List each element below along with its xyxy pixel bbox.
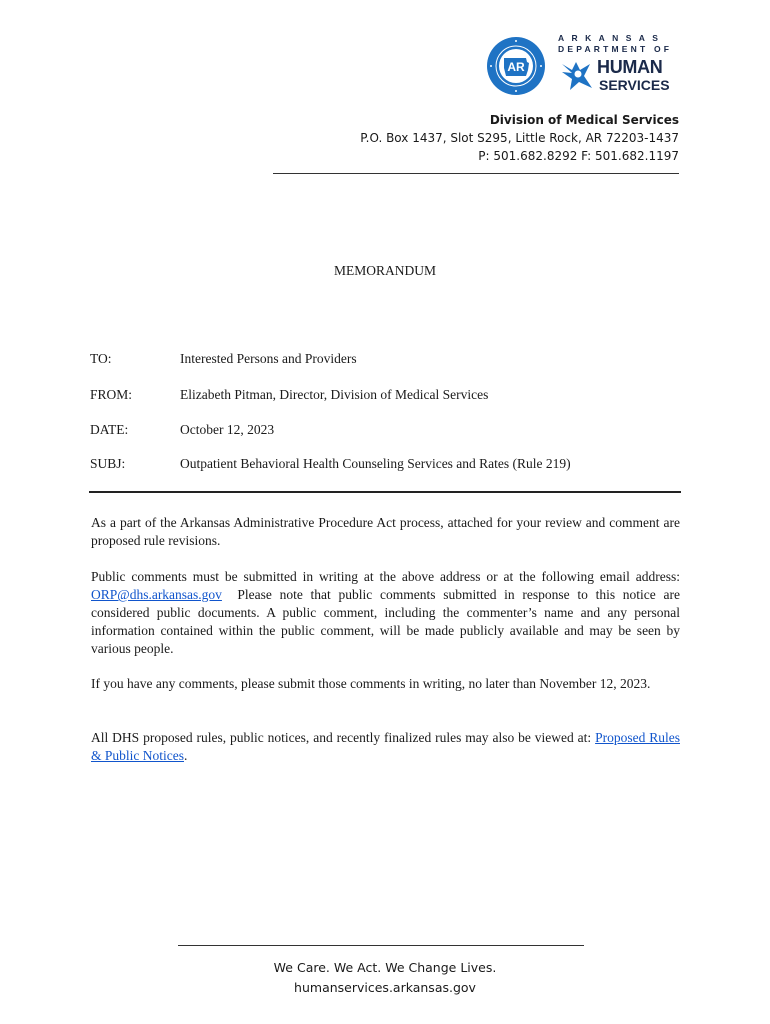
footer-tagline: We Care. We Act. We Change Lives.: [273, 960, 497, 975]
dhs-seal-logo: [486, 36, 546, 96]
body-paragraph-4: [91, 729, 680, 765]
para4-text-start: All DHS proposed rules, public notices, and recently finalized rules may also be viewed at:: [91, 730, 596, 745]
memo-divider: [89, 491, 681, 493]
proposed-rules-link[interactable]: Proposed Rules & Public Notices: [91, 730, 680, 763]
email-link[interactable]: ORP@dhs.arkansas.gov: [91, 587, 222, 602]
to-value: Interested Persons and Providers: [180, 351, 357, 366]
division-address: P.O. Box 1437, Slot S295, Little Rock, AR 72203-1437: [360, 131, 679, 145]
footer-divider: [178, 945, 584, 946]
para2-text-end: Please note that public comments submitted in response to this notice are considered public documents. A public comment, including the commenter’s name and any personal information contained within the public comment, will be made publicly available and may be seen by various people.: [91, 587, 684, 656]
seal-text: AR: [507, 60, 525, 74]
para2-text-start: Public comments must be submitted in writing at the above address or at the following email address:: [91, 569, 680, 584]
logo-line-arkansas: ARKANSAS: [558, 33, 666, 43]
from-label: FROM:: [90, 387, 133, 402]
from-value: Elizabeth Pitman, Director, Division of Medical Services: [180, 387, 489, 402]
body-paragraph-3: If you have any comments, please submit those comments in writing, no later than November 12, 2023.: [91, 676, 651, 691]
logo-line-human: HUMAN: [597, 57, 663, 77]
logo-line-services: SERVICES: [599, 77, 670, 93]
footer-website: humanservices.arkansas.gov: [294, 980, 476, 995]
to-label: TO:: [90, 351, 112, 366]
body-paragraph-1: As a part of the Arkansas Administrative Procedure Act process, attached for your review and comment are proposed rule revisions.: [91, 515, 680, 548]
body-paragraph-2: [91, 568, 684, 658]
para4-text-end: .: [184, 748, 188, 763]
division-phone: P: 501.682.8292 F: 501.682.1197: [478, 149, 679, 163]
subject-value: Outpatient Behavioral Health Counseling Services and Rates (Rule 219): [180, 456, 571, 471]
footer: [0, 958, 770, 998]
star-figure-icon: [560, 60, 596, 92]
division-title: Division of Medical Services: [489, 113, 679, 127]
date-value: October 12, 2023: [180, 422, 275, 437]
subject-label: SUBJ:: [90, 456, 126, 471]
logo-line-department: DEPARTMENT OF: [558, 44, 673, 54]
memo-title: MEMORANDUM: [333, 263, 436, 278]
header-divider: [273, 173, 679, 174]
date-label: DATE:: [90, 422, 129, 437]
division-header: [360, 111, 679, 165]
dhs-wordmark: [558, 33, 682, 54]
